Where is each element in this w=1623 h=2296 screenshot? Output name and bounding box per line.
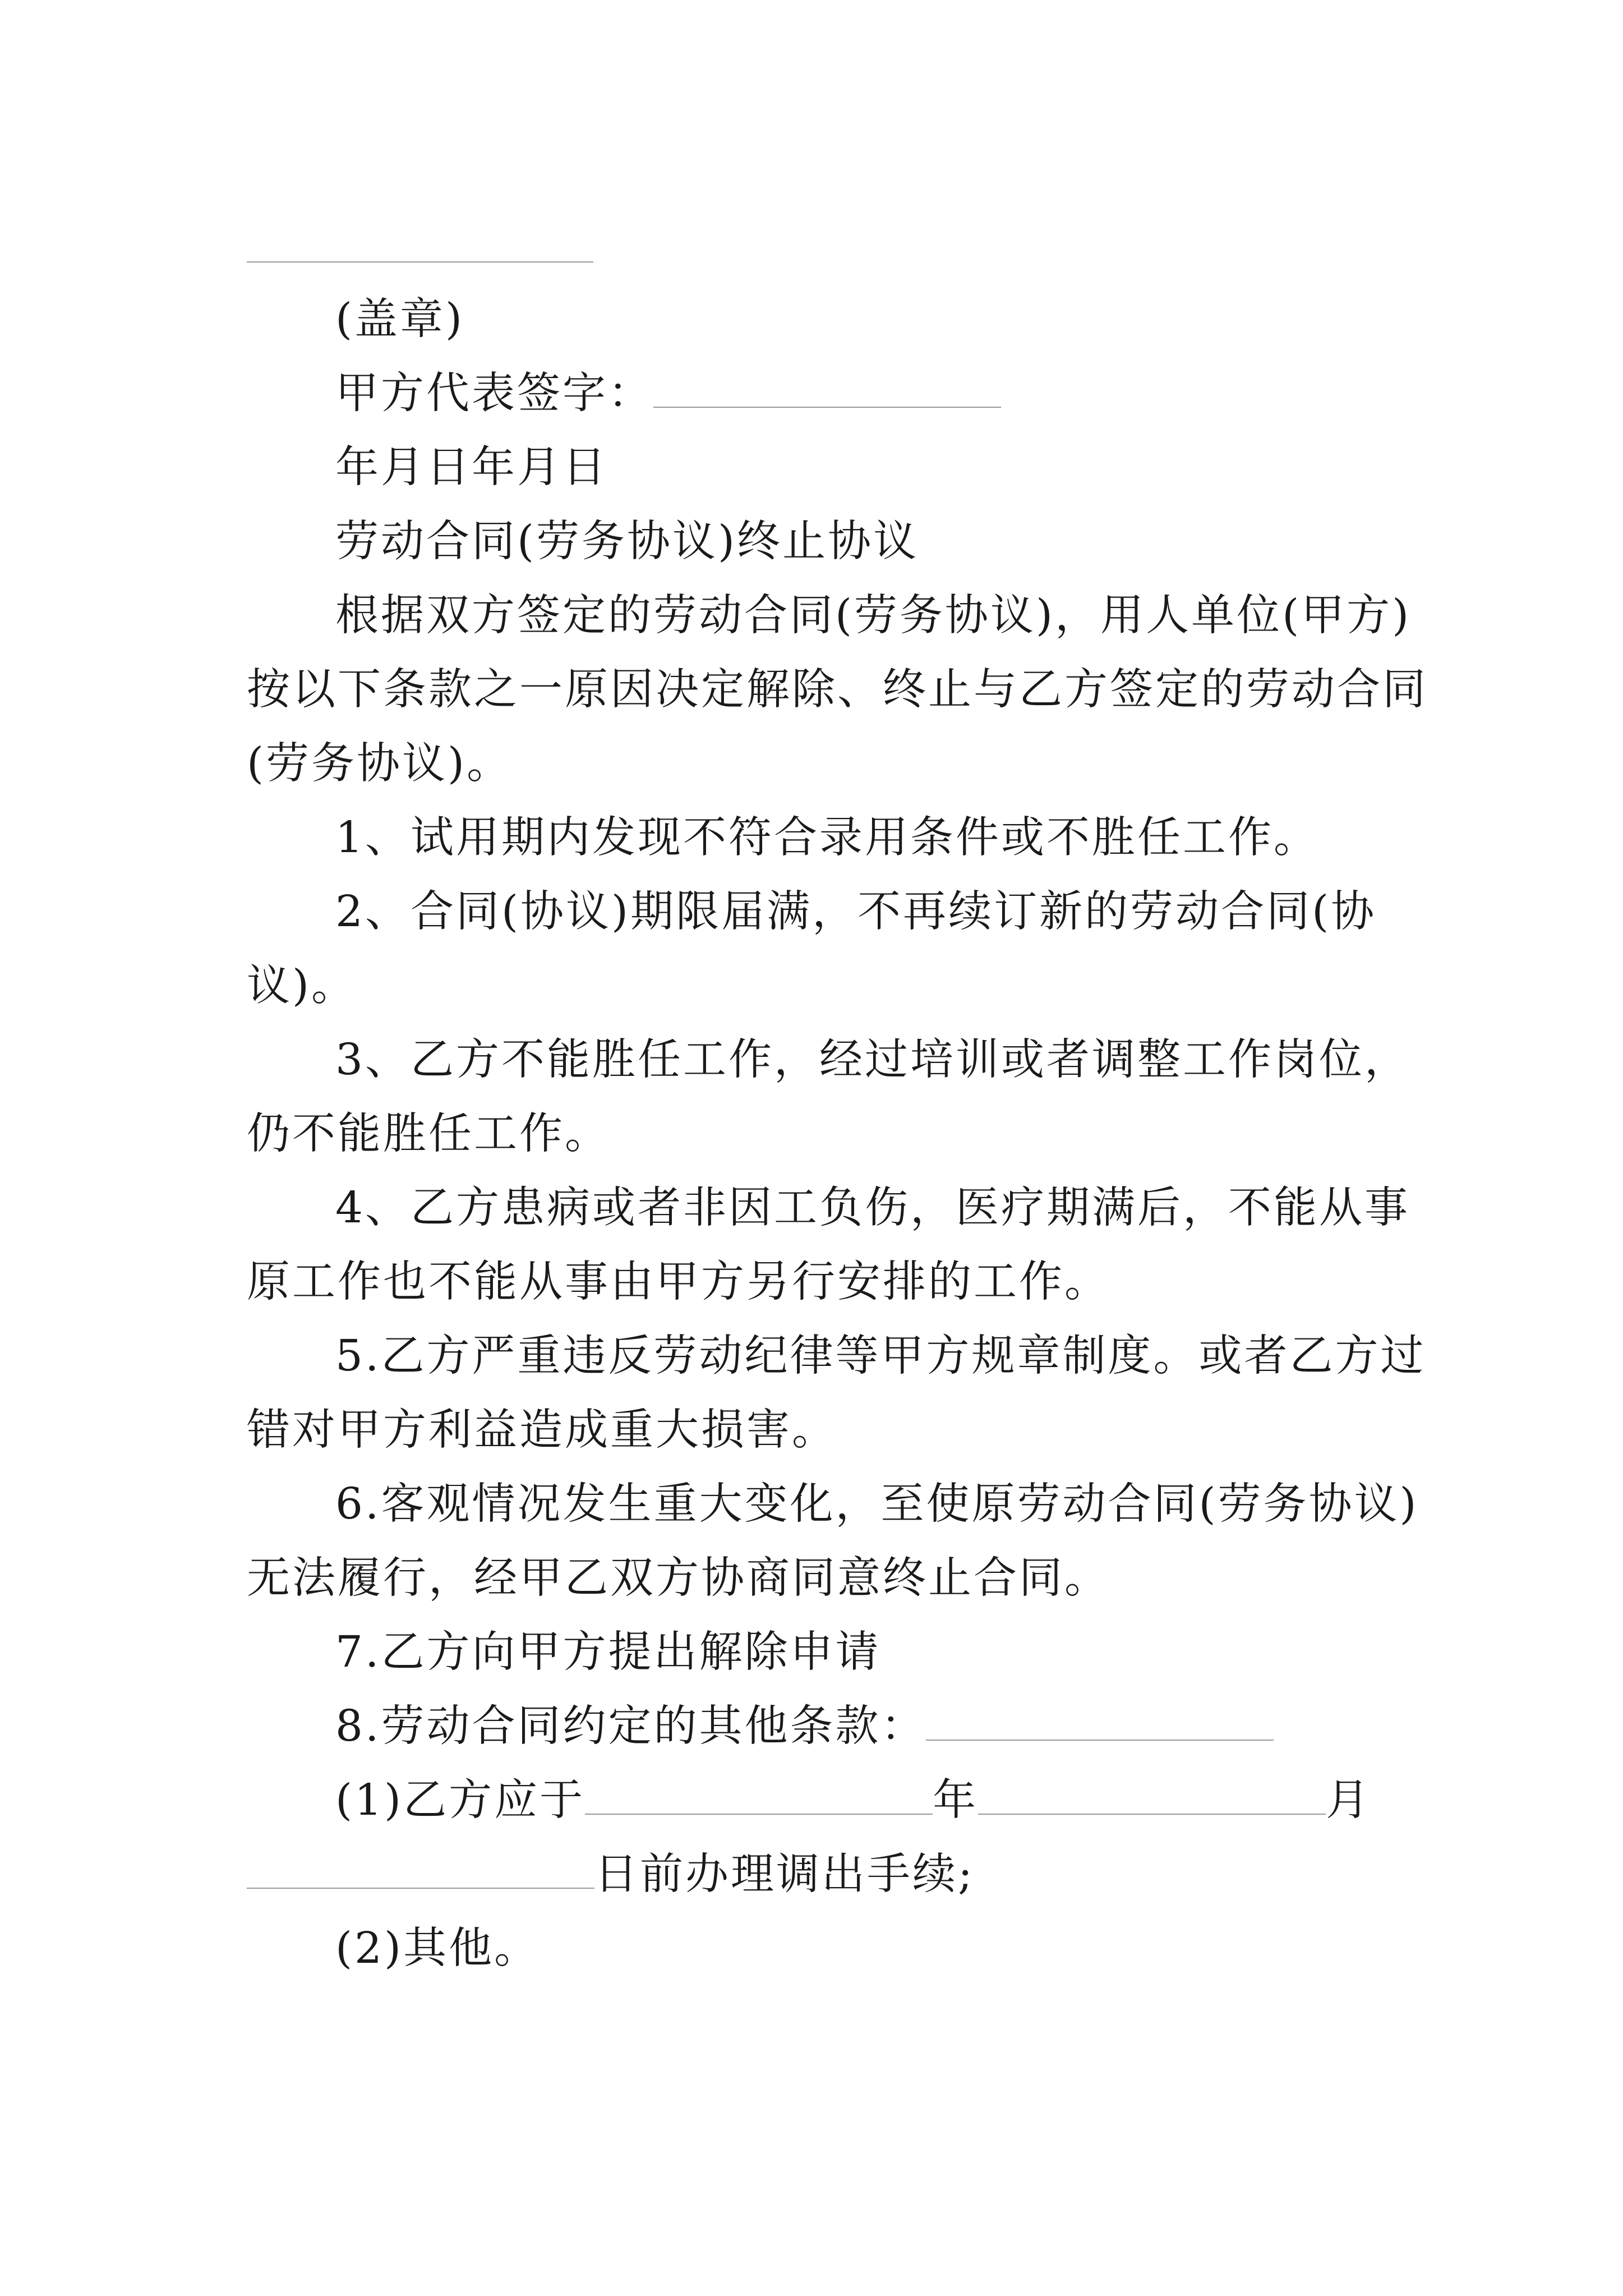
item-1-day-blank — [247, 1847, 594, 1889]
agreement-title: 劳动合同(劳务协议)终止协议 — [335, 517, 919, 567]
clause-5-line-2: 错对甲方利益造成重大损害。 — [247, 1405, 837, 1455]
signature-blank-line — [247, 261, 593, 263]
clause-4-line-2: 原工作也不能从事由甲方另行安排的工作。 — [247, 1257, 1110, 1307]
clause-4-line-1: 4、乙方患病或者非因工负伤，医疗期满后，不能从事 — [335, 1183, 1410, 1233]
date-line: 年月日年月日 — [335, 443, 608, 493]
item-1-year-blank — [585, 1773, 933, 1815]
clause-6-line-1: 6.客观情况发生重大变化，至使原劳动合同(劳务协议) — [335, 1479, 1419, 1529]
clause-5-line-1: 5.乙方严重违反劳动纪律等甲方规章制度。或者乙方过 — [335, 1331, 1426, 1381]
clause-7: 7.乙方向甲方提出解除申请 — [335, 1627, 881, 1677]
clause-3-line-2: 仍不能胜任工作。 — [247, 1109, 610, 1159]
seal-label: (盖章) — [335, 295, 465, 344]
clause-3-line-1: 3、乙方不能胜任工作，经过培训或者调整工作岗位， — [335, 1035, 1410, 1085]
clause-8-blank — [926, 1699, 1274, 1741]
item-2: (2)其他。 — [335, 1924, 540, 1973]
clause-8-label: 8.劳动合同约定的其他条款： — [335, 1701, 926, 1751]
item-1-line-1 — [335, 1773, 1371, 1829]
clause-1-line-1: 1、试用期内发现不符合录用条件或不胜任工作。 — [335, 813, 1319, 863]
clause-2-line-2: 议)。 — [247, 961, 357, 1011]
intro-line-2: 按以下条款之一原因决定解除、终止与乙方签定的劳动合同 — [247, 665, 1428, 715]
rep-signature-label: 甲方代表签字： — [335, 369, 653, 418]
rep-signature-line — [335, 366, 1001, 422]
item-1-month-label: 月 — [1326, 1775, 1372, 1825]
intro-line-3: (劳务协议)。 — [247, 739, 513, 789]
item-1-day-suffix: 日前办理调出手续; — [594, 1849, 975, 1899]
clause-8-line — [335, 1699, 1274, 1755]
intro-line-1: 根据双方签定的劳动合同(劳务协议)，用人单位(甲方) — [335, 591, 1412, 641]
clause-6-line-2: 无法履行，经甲乙双方协商同意终止合同。 — [247, 1553, 1110, 1603]
clause-2-line-1: 2、合同(协议)期限届满，不再续订新的劳动合同(协 — [335, 887, 1377, 937]
item-1-month-blank — [978, 1773, 1326, 1815]
item-1-prefix: (1)乙方应于 — [335, 1775, 585, 1825]
rep-signature-blank — [653, 366, 1001, 408]
item-1-year-label: 年 — [933, 1775, 979, 1825]
item-1-line-2 — [247, 1847, 975, 1903]
